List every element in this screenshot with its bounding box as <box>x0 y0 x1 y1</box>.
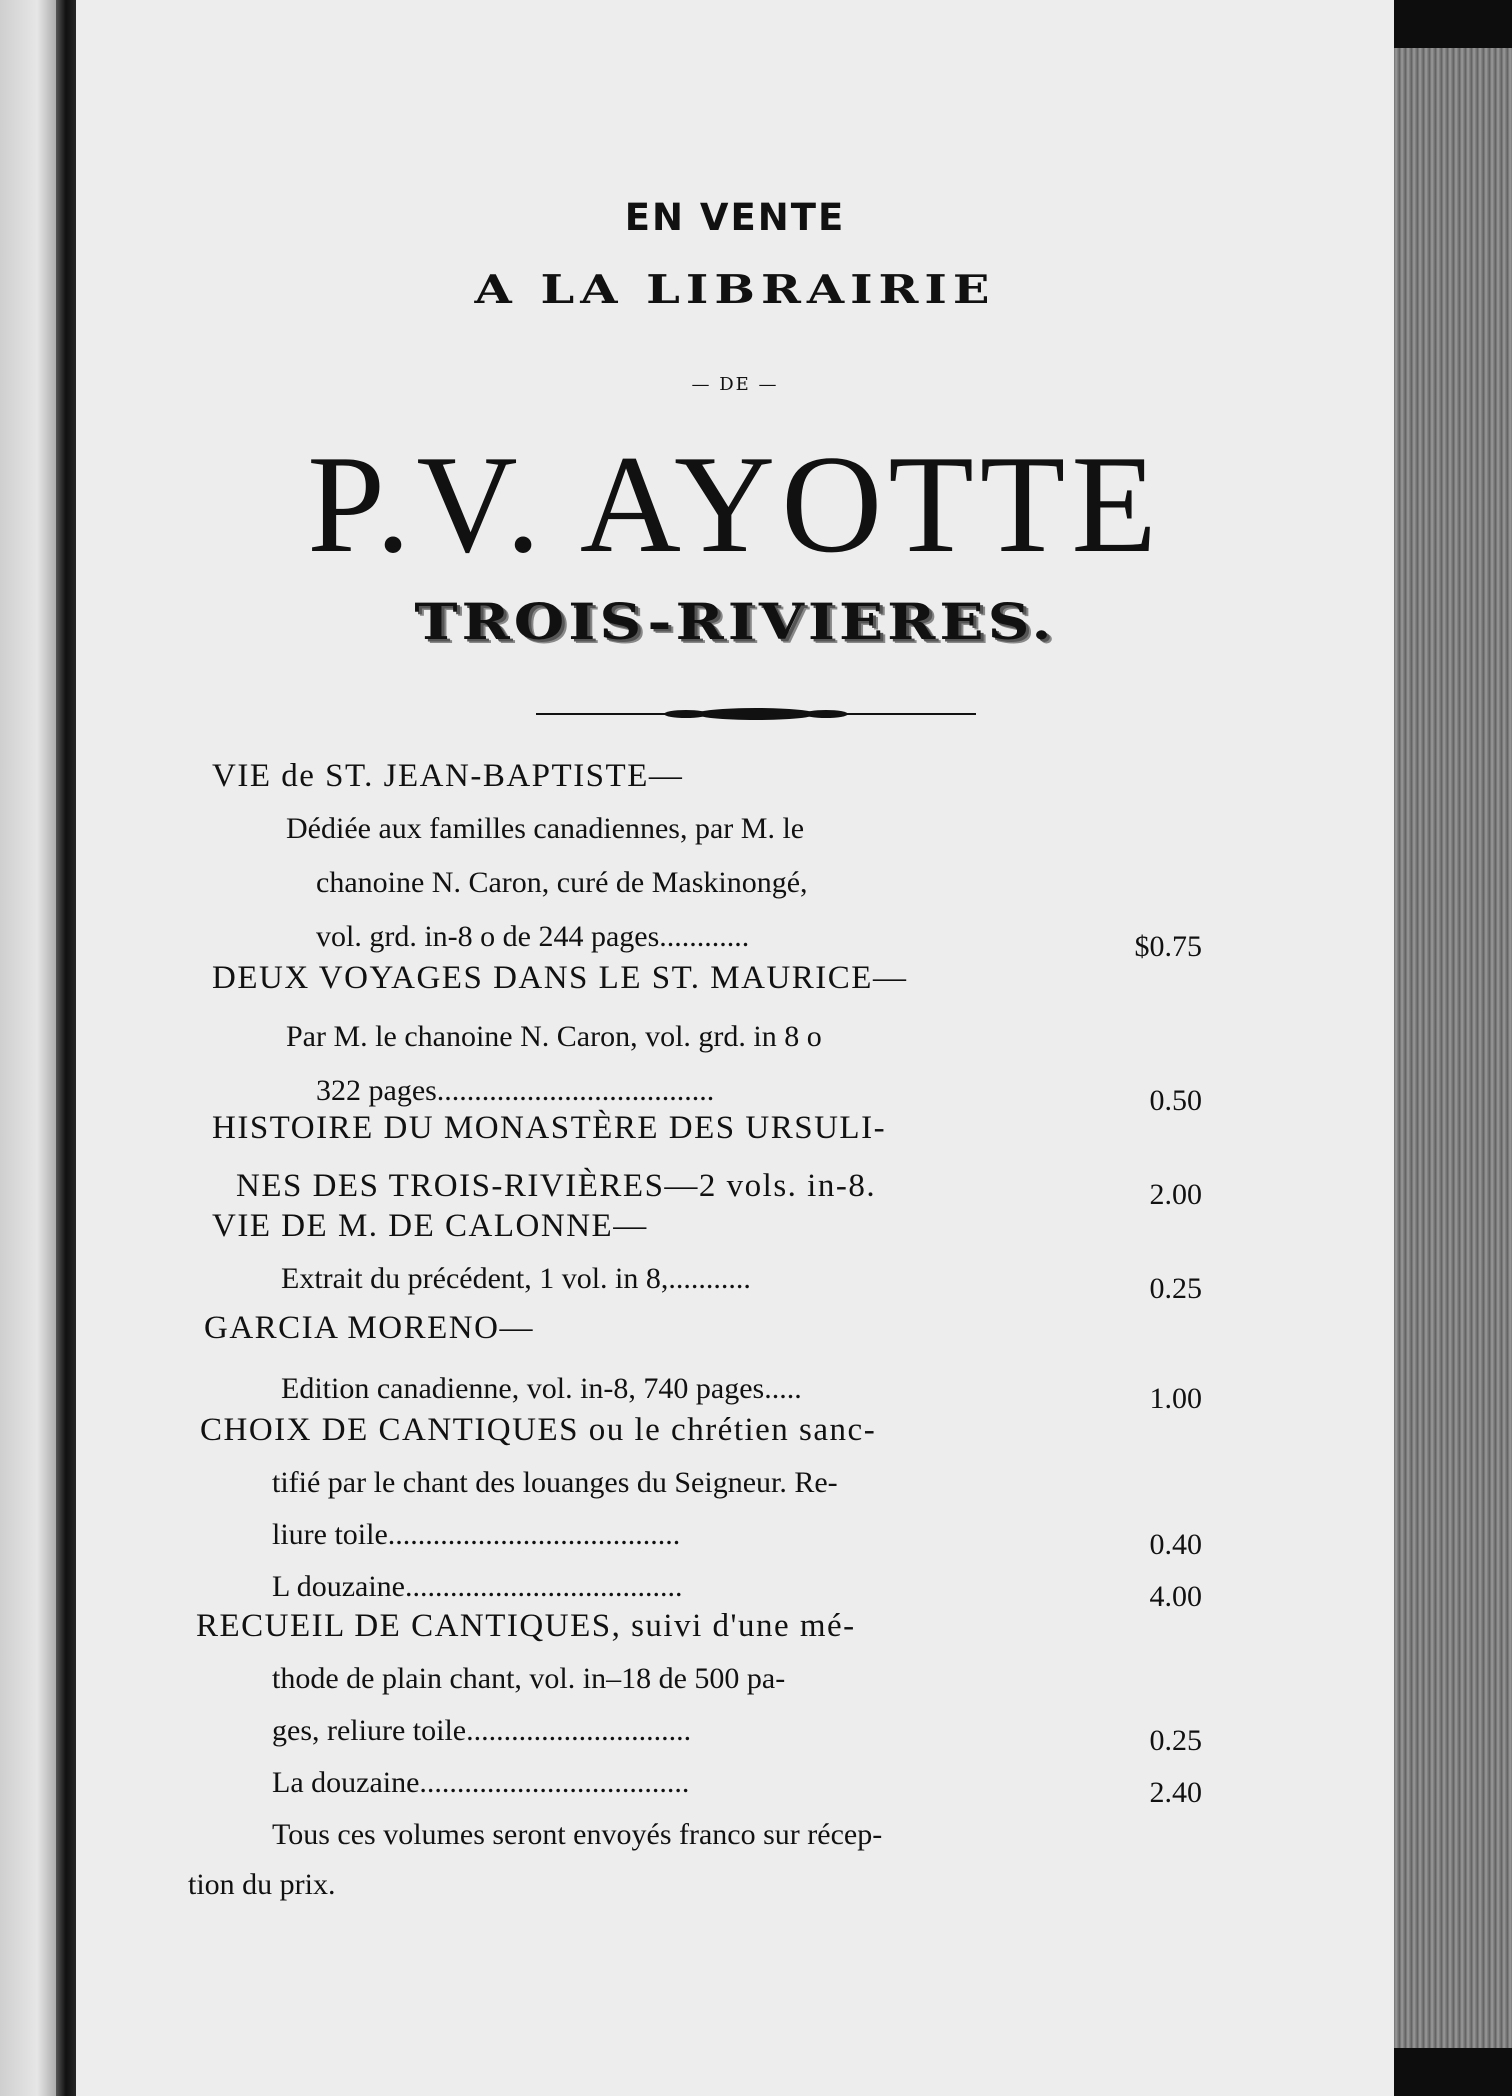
entry-desc: Edition canadienne, vol. in-8, 740 pages..... <box>281 1372 802 1405</box>
publisher-name: P.V. AYOTTE <box>307 427 1163 582</box>
ornamental-rule <box>536 707 976 721</box>
entry-desc: tion du prix. <box>188 1868 336 1901</box>
entry-price: 0.25 <box>1149 1272 1202 1305</box>
entry-desc: vol. grd. in-8 o de 244 pages............ <box>316 920 750 953</box>
book-gutter <box>56 0 78 2096</box>
entry-price: 0.50 <box>1149 1084 1202 1117</box>
catalog-page <box>76 0 1394 2096</box>
librairie-heading: A LA LIBRAIRIE <box>474 267 996 313</box>
entry-title: VIE de ST. JEAN-BAPTISTE— <box>212 758 684 794</box>
entry-desc: tifié par le chant des louanges du Seigneur. Re- <box>272 1466 838 1499</box>
entry-title: DEUX VOYAGES DANS LE ST. MAURICE— <box>212 960 908 996</box>
city-heading: TROIS-RIVIERES. <box>414 593 1056 651</box>
entry-desc: Extrait du précédent, 1 vol. in 8,........... <box>281 1262 751 1295</box>
entry-title: VIE DE M. DE CALONNE— <box>212 1208 648 1244</box>
entry-desc: thode de plain chant, vol. in–18 de 500 pa- <box>272 1662 786 1695</box>
entry-title: HISTOIRE DU MONASTÈRE DES URSULI- <box>212 1110 887 1146</box>
entry-price: 4.00 <box>1149 1580 1202 1613</box>
entry-desc: liure toile....................................... <box>272 1518 681 1551</box>
entry-desc: Tous ces volumes seront envoyés franco sur récep- <box>272 1818 883 1851</box>
entry-price: 2.40 <box>1149 1776 1202 1809</box>
entry-title: NES DES TROIS-RIVIÈRES—2 vols. in-8. <box>236 1168 877 1204</box>
page-edges <box>1394 48 1512 2048</box>
entry-price: 2.00 <box>1149 1178 1202 1211</box>
left-page-edge <box>0 0 62 2096</box>
entry-desc: chanoine N. Caron, curé de Maskinongé, <box>316 866 808 899</box>
entry-desc: 322 pages..................................... <box>316 1074 715 1107</box>
entry-price: 0.25 <box>1149 1724 1202 1757</box>
entry-desc: Par M. le chanoine N. Caron, vol. grd. in 8 o <box>286 1020 822 1053</box>
de-line: — DE — <box>691 374 779 395</box>
entry-price: 0.40 <box>1149 1528 1202 1561</box>
entry-title: GARCIA MORENO— <box>204 1310 534 1346</box>
entry-desc: Dédiée aux familles canadiennes, par M. le <box>286 812 805 845</box>
entry-desc: ges, reliure toile.............................. <box>272 1714 692 1747</box>
entry-price: 1.00 <box>1149 1382 1202 1415</box>
entry-desc: L douzaine..................................... <box>272 1570 683 1603</box>
entry-title: RECUEIL DE CANTIQUES, suivi d'une mé- <box>196 1608 856 1644</box>
entry-desc: La douzaine.................................... <box>272 1766 690 1799</box>
entry-title: CHOIX DE CANTIQUES ou le chrétien sanc- <box>200 1412 877 1448</box>
en-vente-heading: EN VENTE <box>624 196 846 239</box>
entry-price: $0.75 <box>1134 930 1202 963</box>
